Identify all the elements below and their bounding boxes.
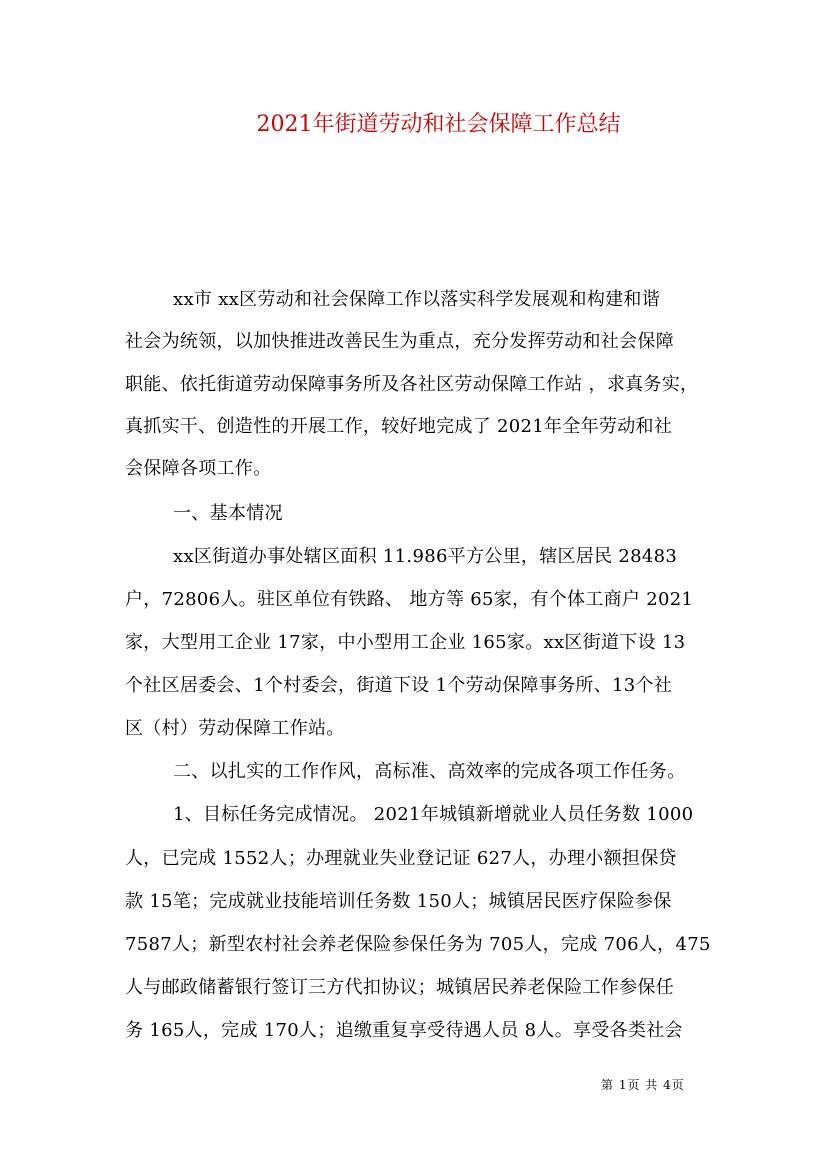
paragraph-line-12: 人，已完成 1552人；办理就业失业登记证 627人，办理小额担保贷: [125, 848, 677, 869]
paragraph-line-7: 户，72806人。驻区单位有铁路、 地方等 65家，有个体工商户 2021: [125, 589, 694, 610]
paragraph-line-2: 社会为统领，以加快推进改善民生为重点，充分发挥劳动和社会保障: [125, 331, 674, 352]
paragraph-line-11: 1、目标任务完成情况。 2021年城镇新增就业人员任务数 1000: [173, 804, 694, 825]
paragraph-line-15: 人与邮政储蓄银行签订三方代扣协议；城镇居民养老保险工作参保任: [125, 977, 674, 998]
section-heading-basic: 一、基本情况: [173, 503, 283, 524]
paragraph-line-14: 7587人；新型农村社会养老保险参保任务为 705人，完成 706人，475: [125, 934, 711, 955]
paragraph-line-6: xx区街道办事处辖区面积 11.986平方公里，辖区居民 28483: [173, 546, 678, 567]
paragraph-line-9: 个社区居委会、1个村委会，街道下设 1个劳动保障事务所、13个社: [125, 675, 673, 696]
paragraph-line-4: 真抓实干、创造性的开展工作，较好地完成了 2021年全年劳动和社: [125, 416, 673, 437]
paragraph-line-1: xx市 xx区劳动和社会保障工作以落实科学发展观和构建和谐: [173, 289, 661, 310]
document-title: 2021年街道劳动和社会保障工作总结: [256, 112, 621, 137]
paragraph-line-3: 职能、依托街道劳动保障事务所及各社区劳动保障工作站 ，求真务实，: [125, 374, 699, 395]
paragraph-line-5: 会保障各项工作。: [125, 458, 272, 479]
section-heading-tasks: 二、以扎实的工作作风，高标准、高效率的完成各项工作任务。: [173, 761, 686, 782]
paragraph-line-16: 务 165人，完成 170人；追缴重复享受待遇人员 8人。享受各类社会: [125, 1020, 683, 1041]
paragraph-line-10: 区（村）劳动保障工作站。: [125, 718, 345, 739]
paragraph-line-8: 家，大型用工企业 17家，中小型用工企业 165家。xx区街道下设 13: [125, 632, 686, 653]
page-number-footer: 第 1页 共 4页: [601, 1078, 685, 1092]
paragraph-line-13: 款 15笔；完成就业技能培训任务数 150人；城镇居民医疗保险参保: [125, 891, 672, 912]
